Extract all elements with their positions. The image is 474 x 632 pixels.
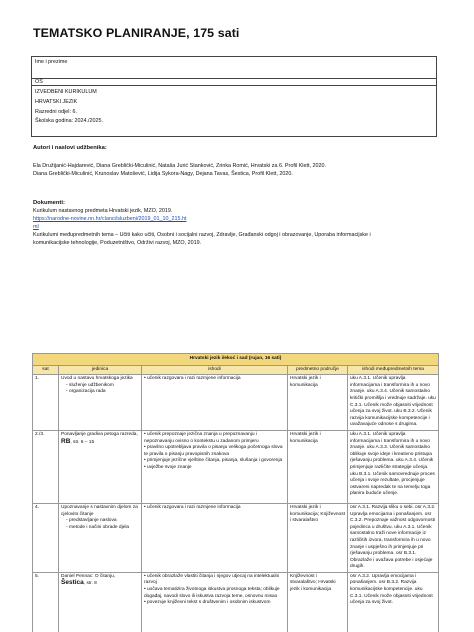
list-item: • pravilno upotrebljava pravila o pisanju velikoga početnoga slova te pravila o pisanju pravopisnih znakova [144, 445, 285, 458]
list-item: • uvježbe svoje znanje [144, 465, 285, 472]
list-item: • primjenjuje jezične vještine čitanja, pisanja, slušanja i govorenja [144, 458, 285, 465]
subject-label: HRVATSKI JEZIK [35, 98, 78, 105]
list-item: • povezuje književni tekst s društvenim i osobnim iskustvom [144, 600, 285, 607]
cell-mpt: uku A.3.1. Učenik upravlja informacijama i transformira ih u novo znanje. uku A.3.4. Učenik samostalno kritički promišlja i vrednuje sadržaje. uku C.3.1. Učenik može objasniti vrijednost učenja za svoj život. uku B.3.2. Učenik razvija komunikacijske kompetencije i uvažavajuće odnose s drugima. [348, 375, 439, 431]
cell-jedinica [59, 430, 142, 503]
cell-jedinica [59, 572, 142, 632]
documents-line-4: komunikacijske tehnologije, Poduzetništvo, Održivi razvoj, MZO, 2019. [33, 240, 202, 246]
grade-label: Razredni odjel: 6. [35, 108, 77, 115]
documents-link-cont[interactable]: ml [33, 224, 39, 230]
authors-line-1: Ela Družijanić-Hajdarević, Diana Greblički-Miculinić, Nataša Jurić Stanković, Zrinka Romić, Hrvatski za 6. Profil Klett, 2020. [33, 163, 326, 169]
unit-title: Ponavljanje gradiva petoga razreda, [61, 431, 138, 437]
year-label: Školska godina: 2024./2025. [35, 118, 104, 125]
documents-section [33, 199, 371, 247]
list-item: • učenik obrazlaže vlastiti čitanja i njegov utjecaj na intelektualni razvoj [144, 574, 285, 587]
curriculum-label: IZVEDBENI KURIKULUM [35, 89, 97, 95]
documents-heading: Dokumenti: [33, 200, 65, 206]
documents-line-3: Kurikulumi međupredmetnih tema – Učiti kako učiti, Osobni i socijalni razvoj, Zdravlje, Građanski odgoj i obrazovanje, Uporaba informacijske i [33, 232, 371, 238]
list-item: • učenik razgovara i razi razmjene informacija [144, 505, 285, 512]
cell-mpt: uku A.3.1. Učenik upravlja informacijama i transformira ih u novo znanje. uku A.3.3. Učenik samostalno oblikuje svoje ideje i kreativno pristupa rješavanju problema. uku A.3.4. Učenik primjenjuje različite strategije učenja. uku B.3.1. Učenik samovrednuje proces učenja i svoje rezultate, procjenjuje ostvareni napredak te na temelju toga planira buduće učenje. [348, 430, 439, 503]
book-ref: Šestica [61, 579, 84, 587]
cell-sat: 1. [33, 375, 59, 431]
list-item: • učenik razgovara i razi razmjene informacija [144, 376, 285, 383]
curriculum-box [31, 86, 437, 137]
unit-title: Daniel Pennac: O čitanju, [61, 573, 116, 579]
table-caption: Hrvatski jezik i/ekoć i sad (rujan, 16 sati) [33, 354, 439, 366]
list-item: ◦ metode i načini obrade djela [61, 525, 139, 532]
cell-podrucje: Hrvatski jezik i komunikacija [288, 375, 348, 431]
header-mpt: ishodi međupredmetnih tema [348, 365, 439, 375]
list-item: ◦ predstavljanje naslova [61, 518, 139, 525]
cell-mpt: osr A.3.2. Upravlja emocijama i ponašanjem. osr B.3.2. Razvija komunikacijske kompetencije. uku C.3.1. Učenik može objasniti vrijednost učenja za svoj život. [348, 572, 439, 632]
cell-sat: 2./3. [33, 430, 59, 503]
cell-mpt: osr A.3.1. Razvija sliku o sebi. osr A.3.2. Upravlja emocijama i ponašanjem. osr C.3.2. Prepoznaje važnost odgovornosti pojedinca u društvu. uku A.3.1. Učenik samostalno traži nove informacije iz različitih izvora, transformira ih u novo znanje i uspješno ih primjenjuje pri rješavanju problema. osr B.3.1. Obrazlaže i uvažava potrebe i osjećaje drugih. [348, 503, 439, 572]
name-box [31, 56, 437, 78]
cell-ishodi [142, 430, 288, 503]
book-pages: , str. 8 [83, 581, 97, 587]
cell-ishodi [142, 572, 288, 632]
authors-heading: Autori i naslovi udžbenika: [33, 145, 107, 151]
cell-ishodi [142, 375, 288, 431]
table-header-row [33, 365, 439, 375]
book-ref: RB [61, 437, 71, 445]
table-row [33, 430, 439, 503]
school-box [31, 78, 437, 86]
cell-ishodi [142, 503, 288, 572]
name-label: Ime i prezime [35, 59, 68, 65]
cell-podrucje: Hrvatski jezik i komunikacija [288, 430, 348, 503]
header-jedinica: jedinica [59, 365, 142, 375]
unit-title: Uvod u nastavu hrvatskoga jezika [61, 376, 133, 382]
cell-jedinica [59, 503, 142, 572]
table-row [33, 503, 439, 572]
cell-podrucje: Književnost i stvaralaštvo; Hrvatski jezik i komunikacija [288, 572, 348, 632]
cell-podrucje: Hrvatski jezik i komunikacija; Književnost i stvaralaštvo [288, 503, 348, 572]
authors-section [33, 144, 326, 178]
book-pages: , str. 6 – 15 [70, 439, 95, 445]
header-podrucje: predmetno područje [288, 365, 348, 375]
list-item: ◦ služenje udžbenikom [61, 383, 139, 390]
list-item: • uočava tematizira životnoga iskustva prosnoga teksta; oblikuje događaj, navodi slovo ili iskustva razvoja teme, osnovnu misao [144, 587, 285, 600]
table-row [33, 572, 439, 632]
documents-line-1: Kurikulum nastavnog predmeta Hrvatski jezik, MZO, 2019. [33, 208, 173, 214]
cell-sat: 5. [33, 572, 59, 632]
documents-link[interactable]: https://narodne-novine.nn.hr/clanci/sluzbeni/2019_01_10_215.ht [33, 216, 187, 222]
plan-table [32, 353, 439, 632]
list-item: ◦ organizacija rada [61, 389, 139, 396]
school-label: OŠ [35, 79, 43, 85]
cell-jedinica [59, 375, 142, 431]
unit-title: Upoznavanje s nastavnim djelom za cjelovito čitanje [61, 504, 138, 517]
list-item: • učenik prepoznaje jezična znanja u prepoznavanju i nepoznavanju ovisno o kontekstu u zadanom primjeru [144, 432, 285, 445]
authors-line-2: Diana Greblički-Miculinić, Krunoslav Matošević, Lidija Sykora-Nagy, Dejana Tavas, Šestica, Profil Klett, 2020. [33, 171, 293, 177]
page-title: TEMATSKO PLANIRANJE, 175 sati [33, 26, 240, 40]
header-ishodi: ishodi [142, 365, 288, 375]
table-row [33, 375, 439, 431]
cell-sat: 4. [33, 503, 59, 572]
header-sat: sat [33, 365, 59, 375]
